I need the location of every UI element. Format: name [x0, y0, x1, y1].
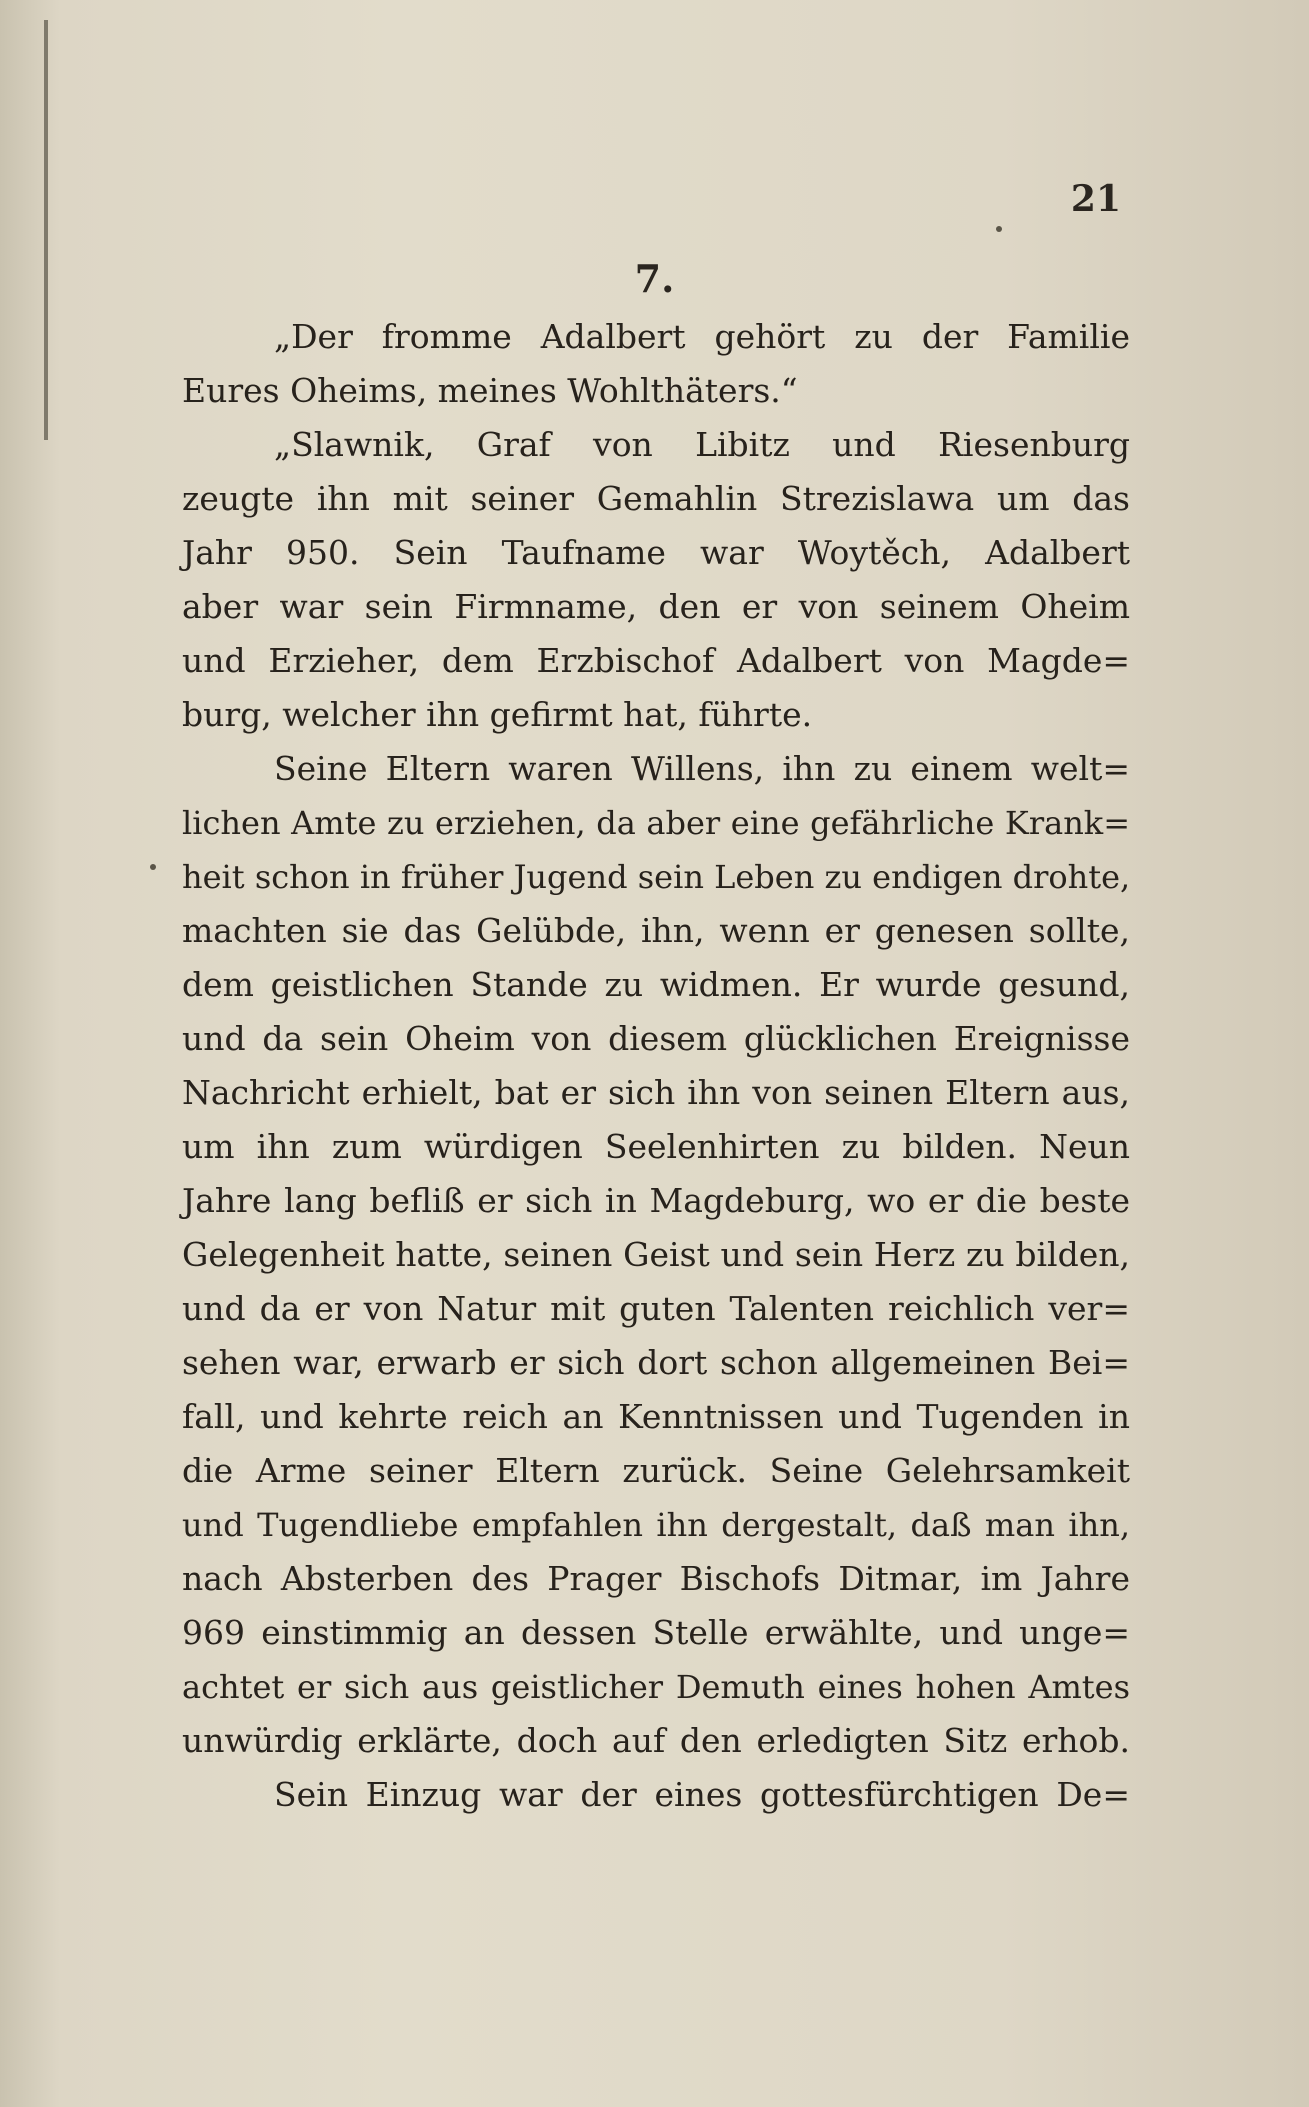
- page-number: 21: [1070, 178, 1121, 220]
- text-line: achtet er sich aus geistlicher Demuth eines hohen Amtes: [182, 1668, 1130, 1706]
- text-line: Seine Eltern waren Willens, ihn zu einem welt=: [274, 749, 1130, 788]
- text-line: „Der fromme Adalbert gehört zu der Familie: [274, 317, 1130, 356]
- body-text: [182, 310, 1130, 1822]
- text-line: unwürdig erklärte, doch auf den erledigten Sitz erhob.: [182, 1721, 1130, 1760]
- text-line: machten sie das Gelübde, ihn, wenn er genesen sollte,: [182, 911, 1130, 950]
- text-line: Sein Einzug war der eines gottesfürchtigen De=: [274, 1775, 1130, 1814]
- text-line: sehen war, erwarb er sich dort schon allgemeinen Bei=: [182, 1343, 1130, 1382]
- page-edge-line: [44, 20, 48, 440]
- text-line: Gelegenheit hatte, seinen Geist und sein Herz zu bilden,: [182, 1235, 1130, 1274]
- text-line: dem geistlichen Stande zu widmen. Er wurde gesund,: [182, 965, 1130, 1004]
- text-line: zeugte ihn mit seiner Gemahlin Strezislawa um das: [182, 479, 1130, 518]
- text-line: heit schon in früher Jugend sein Leben zu endigen drohte,: [182, 858, 1131, 896]
- ink-speck: [996, 226, 1002, 232]
- text-line: 969 einstimmig an dessen Stelle erwählte, und unge=: [182, 1613, 1130, 1652]
- text-line: nach Absterben des Prager Bischofs Ditmar, im Jahre: [182, 1559, 1130, 1598]
- text-line: aber war sein Firmname, den er von seinem Oheim: [182, 587, 1130, 626]
- text-line: lichen Amte zu erziehen, da aber eine gefährliche Krank=: [182, 804, 1130, 842]
- text-line: Eures Oheims, meines Wohlthäters.“: [182, 371, 798, 410]
- text-line: und Tugendliebe empfahlen ihn dergestalt, daß man ihn,: [182, 1506, 1130, 1544]
- text-line: burg, welcher ihn gefirmt hat, führte.: [182, 695, 813, 734]
- section-number: 7.: [634, 256, 675, 301]
- ink-speck: [150, 864, 156, 870]
- text-line: und da er von Natur mit guten Talenten reichlich ver=: [182, 1289, 1130, 1328]
- text-line: Jahr 950. Sein Taufname war Woytěch, Adalbert: [182, 533, 1130, 572]
- text-line: die Arme seiner Eltern zurück. Seine Gelehrsamkeit: [182, 1451, 1130, 1490]
- text-line: Nachricht erhielt, bat er sich ihn von seinen Eltern aus,: [182, 1073, 1130, 1112]
- text-line: Jahre lang befliß er sich in Magdeburg, wo er die beste: [182, 1181, 1130, 1220]
- text-line: und da sein Oheim von diesem glücklichen Ereignisse: [182, 1019, 1130, 1058]
- text-line: um ihn zum würdigen Seelenhirten zu bilden. Neun: [182, 1127, 1130, 1166]
- text-line: und Erzieher, dem Erzbischof Adalbert von Magde=: [182, 641, 1130, 680]
- text-line: fall, und kehrte reich an Kenntnissen und Tugenden in: [182, 1397, 1130, 1436]
- text-line: „Slawnik, Graf von Libitz und Riesenburg: [274, 425, 1130, 464]
